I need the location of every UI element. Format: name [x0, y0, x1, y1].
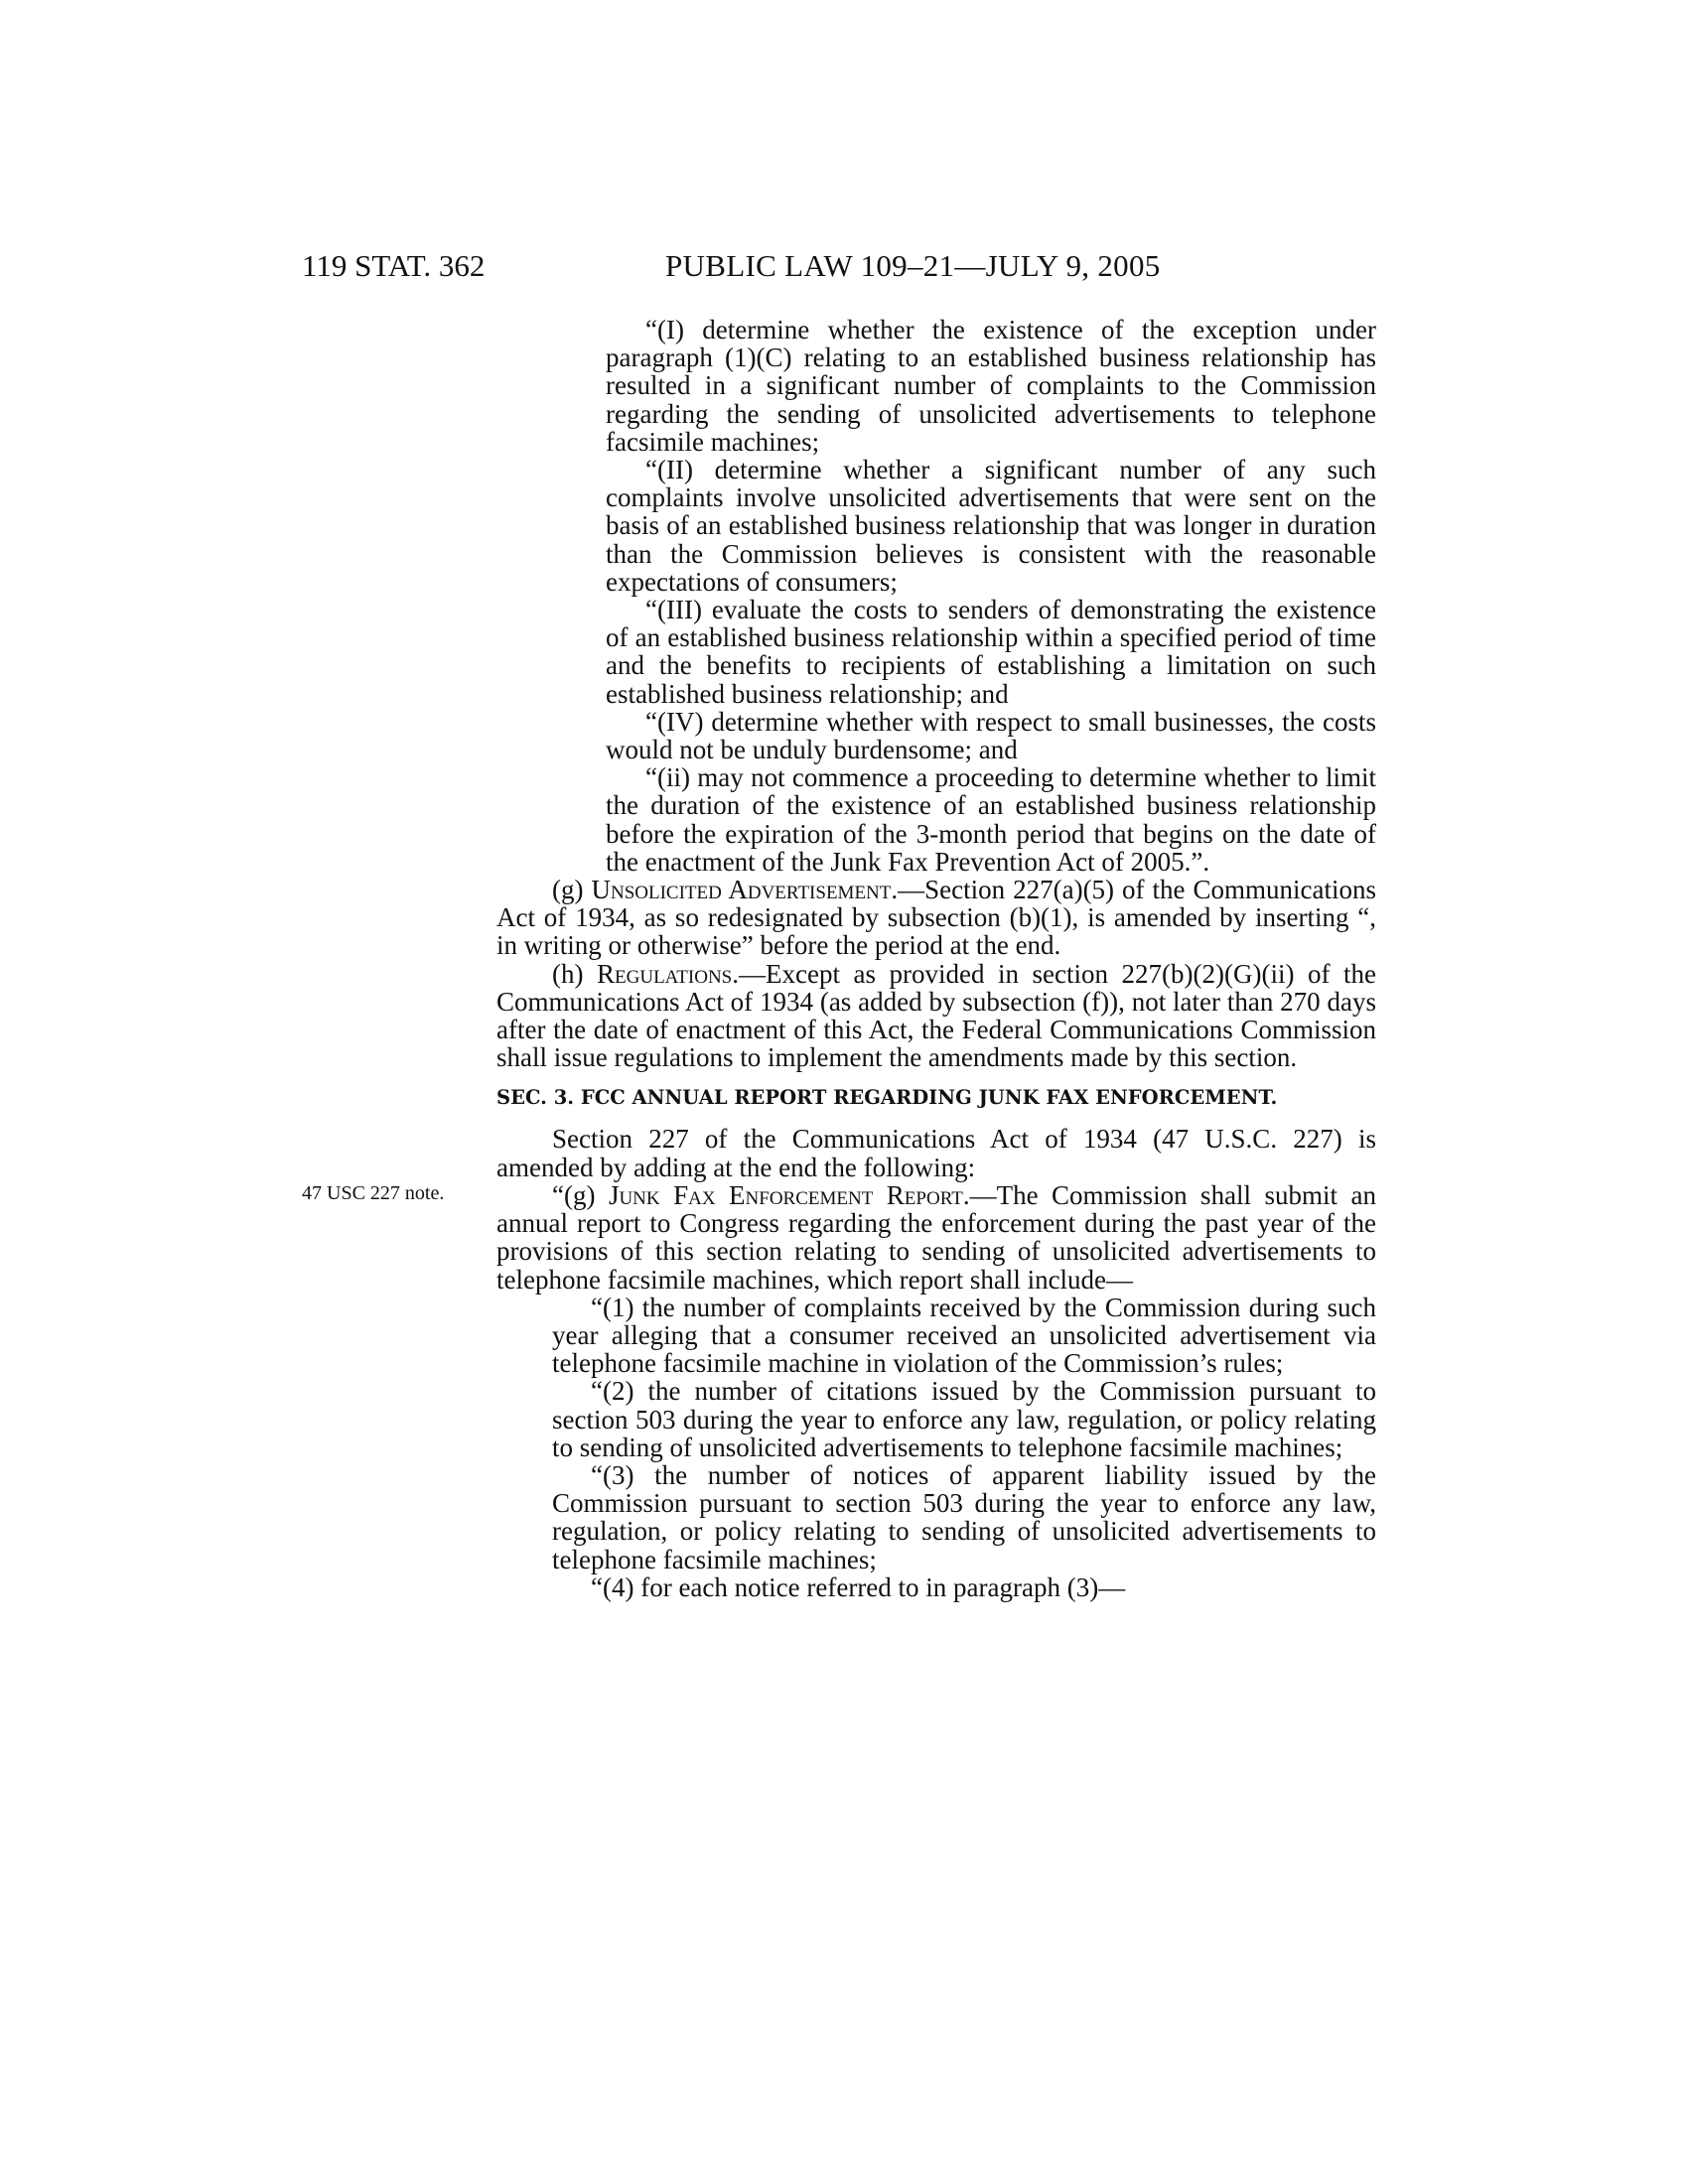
paragraph-4: “(4) for each notice referred to in paragraph (3)— [591, 1571, 1126, 1602]
margin-note-citation: 47 USC 227 note. [302, 1182, 445, 1204]
section-3-heading: SEC. 3. FCC ANNUAL REPORT REGARDING JUNK FAX ENFORCEMENT. [496, 1086, 1278, 1110]
clause-II: “(II) determine whether a significant number of any such complaints involve unsolicited advertisements that were sent on the basis of an established business relationship that was longer in duration than the Commission believes is consistent with the reasonable expectations of consumers; [606, 455, 1376, 597]
section-3-intro: Section 227 of the Communications Act of 1934 (47 U.S.C. 227) is amended by adding at the end the following: [496, 1124, 1376, 1182]
subsection-g-junk-fax-report [496, 1181, 1376, 1294]
subsection-text: —Except as provided in section 227(b)(2)(G)(ii) of the Communications Act of 1934 (as added by subsection (f)), not later than 270 days after the date of enactment of this Act, the Federal Communications Commission shall issue regulations to implement the amendments made by this section. [496, 958, 1376, 1073]
clause-I: “(I) determine whether the existence of the exception under paragraph (1)(C) relating to an established business relationship has resulted in a significant number of complaints to the Commission regarding the sending of unsolicited advertisements to telephone facsimile machines; [606, 315, 1376, 457]
subsection-label: “(g) [552, 1179, 609, 1210]
subsection-text: —Section 227(a)(5) of the Communications Act of 1934, as so redesignated by subsection (b)(1), is amended by inserting “, in writing or otherwise” before the period at the end. [496, 875, 1376, 961]
paragraph-1: “(1) the number of complaints received by the Commission during such year alleging that a consumer received an unsolicited advertisement via telephone facsimile machine in violation of the Commission’s rules; [552, 1292, 1376, 1379]
subsection-heading: Regulations. [597, 958, 739, 989]
clause-ii: “(ii) may not commence a proceeding to determine whether to limit the duration of the existence of an established business relationship before the expiration of the 3-month period that begins on the date of the enactment of the Junk Fax Prevention Act of 2005.”. [606, 762, 1376, 877]
clause-III: “(III) evaluate the costs to senders of demonstrating the existence of an established business relationship within a specified period of time and the benefits to recipients of establishing a limitation on such established business relationship; and [606, 595, 1376, 709]
subsection-heading: Junk Fax Enforcement Report. [608, 1179, 970, 1210]
subsection-h-regulations [496, 960, 1376, 1072]
subsection-g-unsolicited-advertisement [496, 876, 1376, 960]
running-header-title: PUBLIC LAW 109–21—JULY 9, 2005 [665, 248, 1161, 283]
clause-IV: “(IV) determine whether with respect to small businesses, the costs would not be unduly burdensome; and [606, 706, 1376, 765]
subsection-label: (h) [552, 958, 598, 989]
statute-body [0, 316, 1688, 1601]
page-number: 119 STAT. 362 [302, 248, 486, 283]
subsection-text: —The Commission shall submit an annual report to Congress regarding the enforcement during the past year of the provisions of this section relating to sending of unsolicited advertisements to telephone facsimile machines, which report shall include— [496, 1179, 1377, 1295]
paragraph-2: “(2) the number of citations issued by the Commission pursuant to section 503 during the year to enforce any law, regulation, or policy relating to sending of unsolicited advertisements to telephone facsimile machines; [552, 1376, 1376, 1462]
subsection-heading: Unsolicited Advertisement. [591, 875, 899, 905]
paragraph-3: “(3) the number of notices of apparent liability issued by the Commission pursuant to section 503 during the year to enforce any law, regulation, or policy relating to sending of unsolicited advertisements to telephone facsimile machines; [552, 1459, 1376, 1574]
subsection-label: (g) [552, 875, 592, 905]
